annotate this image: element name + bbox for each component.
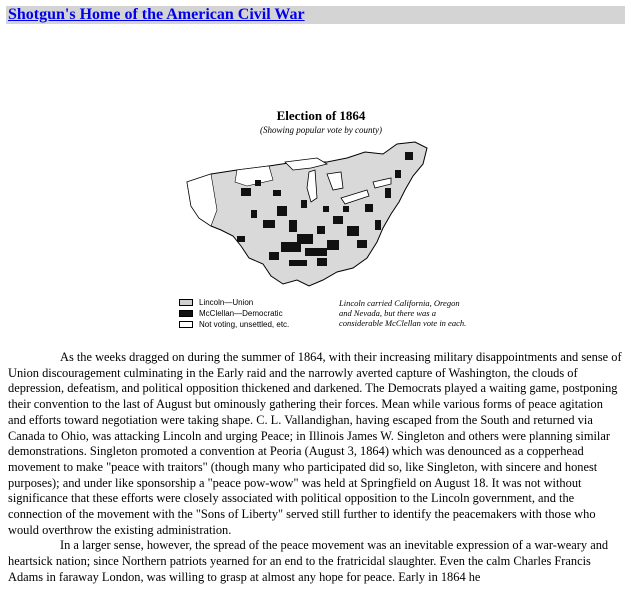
map-title: Election of 1864	[276, 108, 366, 123]
article-body	[8, 350, 623, 586]
article-paragraph: As the weeks dragged on during the summer of 1864, with their increasing military disappointments and sense of Union discouragement culminating in the Early raid and the narrowly averted capture of Washington, the clouds of depression, defeatism, and political opposition thickened and darkened. The Democrats played a waiting game, postponing their convention to the last of August but ominously gathering their forces. Mean while various forms of peace agitation and efforts toward negotiation were taking shape. C. L. Vallandighan, having escaped from the South and returned via Canada to Ohio, was attacking Lincoln and urging Peace; in Illinois James W. Singleton and others were planning similar demonstrations. Singleton promoted a convention at Peoria (August 3, 1864) which was denounced as a copperhead movement to make "peace with traitors" (though many who participated did so, like Singleton, with sincere and honest purposes); and under like sponsorship a "peace pow-wow" was held at Springfield on August 18. It was not without significance that these efforts were closely associated with political opposition to the Lincoln government, and the connection of the movement with the "Sons of Liberty" served still further to identify the peacemakers with those who would overthrow the existing administration.	[8, 350, 622, 537]
unsettled-area-west	[187, 174, 217, 226]
legend-label-not-voting: Not voting, unsettled, etc.	[199, 320, 290, 329]
article-paragraph: In a larger sense, however, the spread of the peace movement was an inevitable expression of a war-weary and heartsick nation; since Northern patriots yearned for an end to the fratricidal slaughter. Even the calm Charles Francis Adams in faraway London, was willing to grasp at almost any hope for peace. Early in 1864 he	[8, 538, 609, 584]
site-title-link[interactable]: Shotgun's Home of the American Civil War	[8, 6, 305, 23]
legend-label-union: Lincoln—Union	[199, 298, 254, 307]
map-subtitle: (Showing popular vote by county)	[260, 125, 382, 135]
legend-row-union	[179, 297, 289, 308]
democratic-swatch-icon	[179, 310, 193, 317]
not-voting-swatch-icon	[179, 321, 193, 328]
county-map-image	[177, 140, 465, 290]
legend-label-democratic: McClellan—Democratic	[199, 309, 283, 318]
site-header	[6, 6, 625, 24]
legend-row-democratic	[179, 308, 289, 319]
election-map-figure	[173, 100, 469, 340]
map-legend	[179, 297, 289, 330]
legend-row-not-voting	[179, 319, 289, 330]
union-swatch-icon	[179, 299, 193, 306]
map-note: Lincoln carried California, Oregon and Nevada, but there was a considerable McClellan vote in each.	[339, 298, 467, 328]
